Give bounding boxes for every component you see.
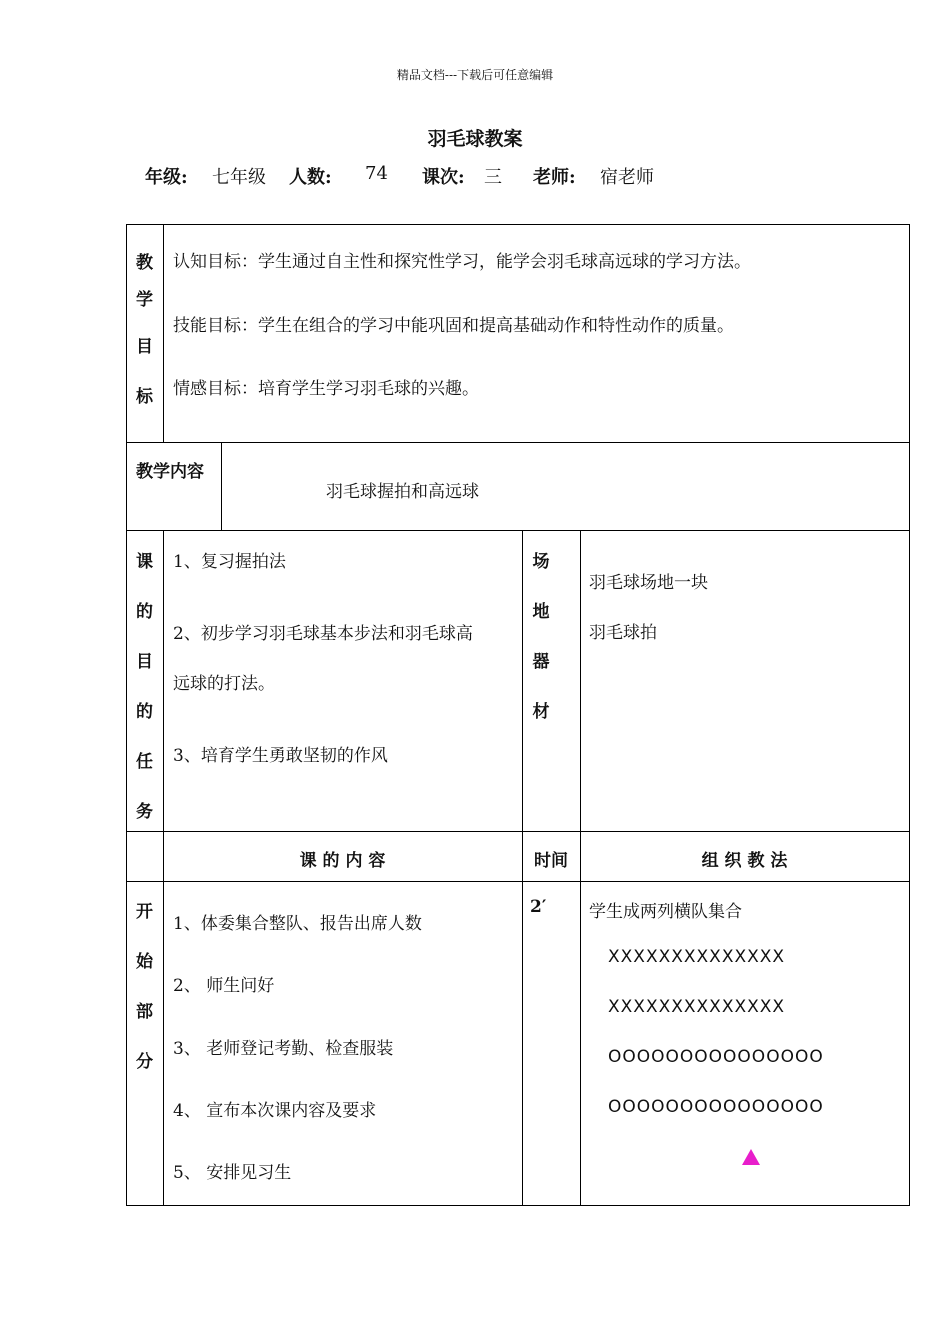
table-border-right	[909, 224, 910, 1206]
opening-item: 5、 安排见习生	[173, 1163, 292, 1183]
goals-label-char: 目	[136, 337, 153, 357]
tasks-label-char: 课	[136, 552, 153, 572]
goal-cognitive: 认知目标：学生通过自主性和探究性学习，能学会羽毛球高远球的学习方法。	[173, 252, 751, 272]
table-divider	[163, 224, 164, 442]
method-column-header: 组 织 教 法	[701, 851, 788, 871]
goals-label-char: 学	[136, 290, 153, 310]
opening-item: 1、体委集合整队、报告出席人数	[173, 914, 422, 934]
teacher-marker-icon	[742, 1149, 760, 1165]
opening-label-char: 部	[136, 1002, 153, 1022]
formation-row: OOOOOOOOOOOOOOO	[608, 1047, 824, 1067]
table-divider	[126, 530, 910, 531]
goals-label-char: 标	[136, 387, 153, 407]
task-item: 2、初步学习羽毛球基本步法和羽毛球高	[173, 624, 473, 644]
table-divider	[126, 881, 910, 882]
task-item: 3、培育学生勇敢坚韧的作风	[173, 746, 388, 766]
lesson-label: 课次:	[422, 167, 465, 188]
time-column-header: 时间	[534, 851, 568, 871]
opening-item: 4、 宣布本次课内容及要求	[173, 1101, 377, 1121]
content-column-header: 课 的 内 容	[299, 851, 386, 871]
venue-label-char: 地	[532, 602, 550, 622]
formation-row: OOOOOOOOOOOOOOO	[608, 1097, 824, 1117]
teacher-label: 老师:	[533, 167, 576, 188]
header-note: 精品文档---下载后可任意编辑	[396, 68, 554, 82]
grade-label: 年级:	[145, 167, 188, 188]
count-label: 人数:	[289, 167, 332, 188]
venue-item: 羽毛球拍	[589, 623, 657, 643]
task-item-continued: 远球的打法。	[173, 674, 275, 694]
tasks-label-char: 务	[136, 802, 153, 822]
count-value: 74	[365, 163, 388, 184]
tasks-label-char: 的	[136, 702, 153, 722]
goal-emotion: 情感目标：培育学生学习羽毛球的兴趣。	[173, 379, 479, 399]
venue-label-char: 材	[532, 702, 550, 722]
formation-row: XXXXXXXXXXXXXX	[608, 997, 786, 1017]
content-label: 教学内容	[136, 462, 204, 482]
content-value: 羽毛球握拍和高远球	[326, 482, 479, 502]
opening-label-char: 分	[136, 1052, 153, 1072]
table-divider	[221, 442, 222, 530]
venue-label-char: 场	[532, 552, 550, 572]
opening-item: 2、 师生问好	[173, 976, 275, 996]
tasks-label-char: 目	[136, 652, 153, 672]
lesson-value: 三	[484, 167, 502, 188]
venue-item: 羽毛球场地一块	[589, 573, 708, 593]
opening-label-char: 开	[136, 902, 153, 922]
venue-label-char: 器	[532, 652, 550, 672]
teacher-value: 宿老师	[600, 167, 654, 188]
page-title: 羽毛球教案	[427, 128, 523, 150]
table-border-top	[126, 224, 910, 225]
table-border-bottom	[126, 1205, 910, 1206]
tasks-label-char: 任	[136, 752, 153, 772]
goal-skill: 技能目标：学生在组合的学习中能巩固和提高基础动作和特性动作的质量。	[173, 316, 734, 336]
opening-label-char: 始	[136, 952, 153, 972]
formation-title: 学生成两列横队集合	[589, 902, 742, 922]
goals-label-char: 教	[136, 253, 153, 273]
tasks-label-char: 的	[136, 602, 153, 622]
opening-item: 3、 老师登记考勤、检查服装	[173, 1039, 394, 1059]
opening-time: 2′	[530, 897, 547, 917]
formation-row: XXXXXXXXXXXXXX	[608, 947, 786, 967]
grade-value: 七年级	[212, 167, 266, 188]
task-item: 1、复习握拍法	[173, 552, 286, 572]
table-divider	[126, 442, 910, 443]
table-divider	[126, 831, 910, 832]
